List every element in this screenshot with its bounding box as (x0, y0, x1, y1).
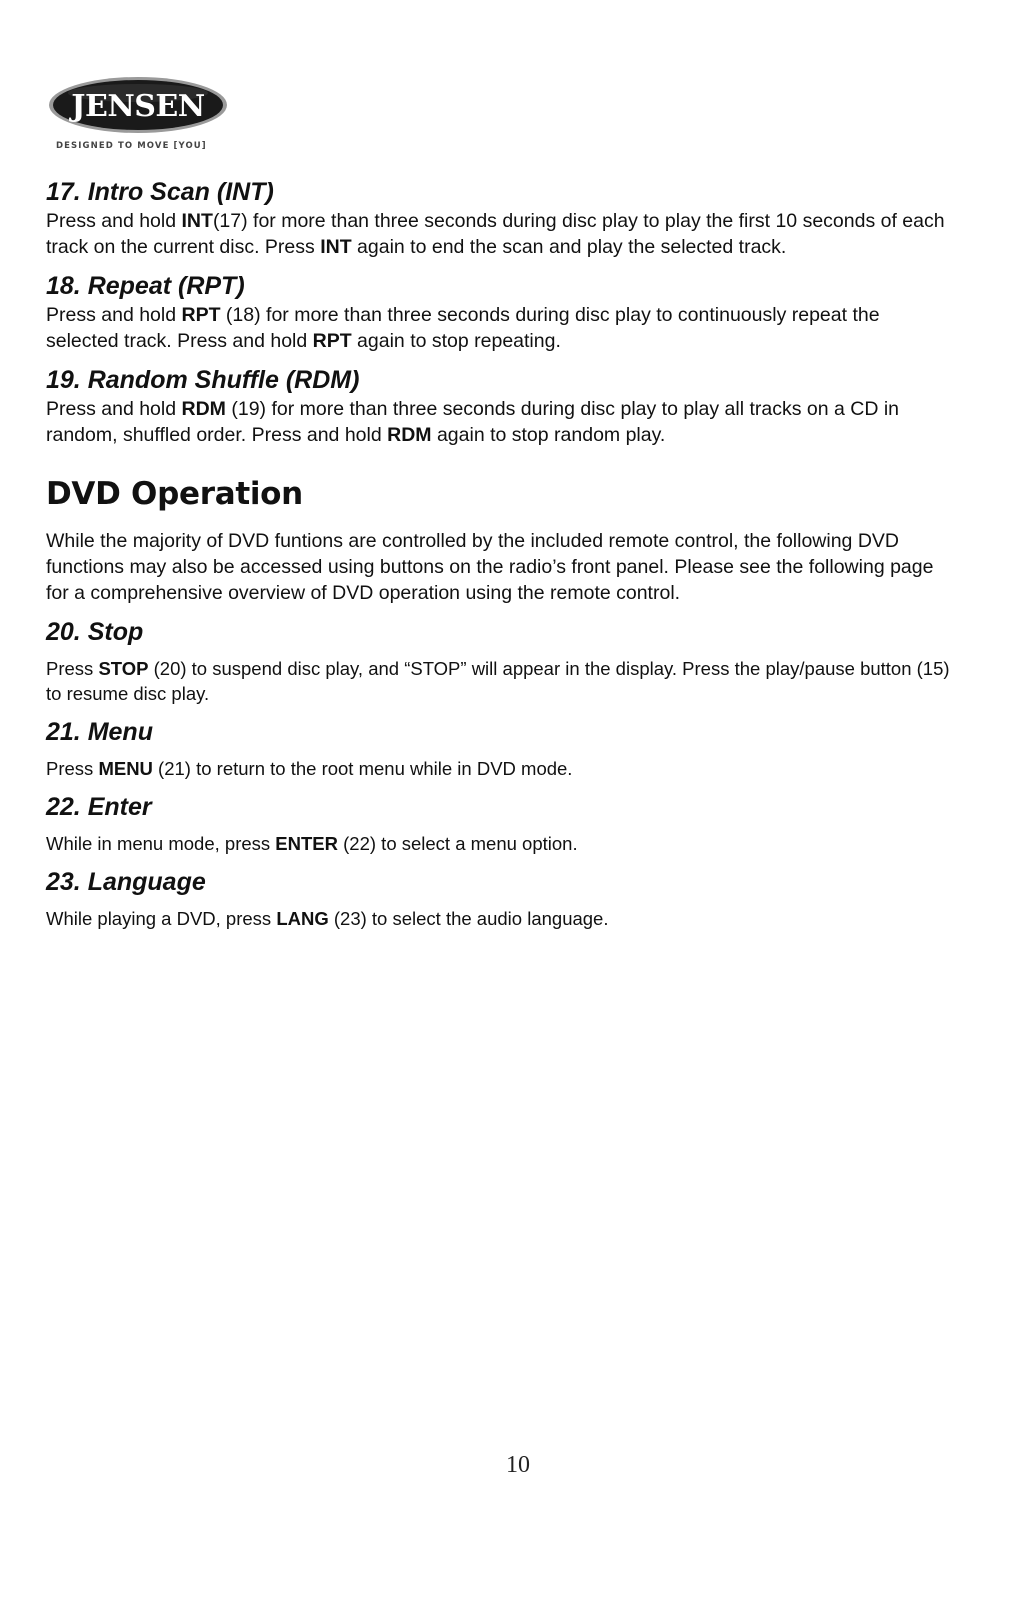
text-run: While in menu mode, press (46, 833, 276, 854)
bold-term: RDM (181, 398, 226, 420)
text-run: (17) for more than three seconds during disc play to play the first 10 seconds of each track on the current disc. Press (46, 210, 945, 258)
heading-menu: 21. Menu (46, 718, 153, 746)
text-run: Press and hold (46, 398, 182, 420)
section-language (46, 866, 956, 931)
heading-repeat: 18. Repeat (RPT) (46, 272, 245, 300)
section-random-shuffle (46, 364, 956, 448)
jensen-logo-oval-icon (48, 76, 228, 136)
text-run: Press and hold (46, 304, 182, 326)
heading-stop: 20. Stop (46, 618, 144, 646)
section-stop (46, 616, 956, 706)
heading-random-shuffle: 19. Random Shuffle (RDM) (46, 366, 360, 394)
bold-term: RDM (387, 424, 432, 446)
text-run: again to end the scan and play the selected track. (351, 236, 787, 258)
text-run: (21) to return to the root menu while in DVD mode. (152, 758, 573, 779)
bold-term: RPT (181, 304, 221, 326)
bold-term: ENTER (275, 833, 338, 854)
text-run: Press (46, 658, 99, 679)
text-run: (19) for more than three seconds during disc play to play all tracks on a CD in random, shuffled order. Press and hold (46, 398, 900, 446)
text-run: again to stop repeating. (351, 330, 561, 352)
text-run: (23) to select the audio language. (328, 908, 609, 929)
bold-term: LANG (276, 908, 329, 929)
bold-term: STOP (98, 658, 149, 679)
page-number: 10 (506, 1452, 530, 1478)
section-intro-scan (46, 176, 956, 260)
text-run: While playing a DVD, press (46, 908, 277, 929)
heading-dvd-operation: DVD Operation (46, 476, 303, 512)
paragraph-random-shuffle (46, 396, 956, 448)
text-run: (20) to suspend disc play, and “STOP” will appear in the display. Press the play/pause button (15) to resume disc play. (46, 658, 950, 704)
page-content (46, 176, 956, 931)
section-dvd-operation (46, 474, 956, 606)
bold-term: INT (320, 236, 352, 258)
bold-term: INT (181, 210, 213, 232)
paragraph-language (46, 906, 956, 931)
text-run: Press (46, 758, 99, 779)
paragraph-enter (46, 831, 956, 856)
bold-term: MENU (98, 758, 153, 779)
heading-intro-scan: 17. Intro Scan (INT) (46, 178, 274, 206)
paragraph-menu (46, 756, 956, 781)
paragraph-intro-scan (46, 208, 956, 260)
section-repeat (46, 270, 956, 354)
section-menu (46, 716, 956, 781)
paragraph-repeat (46, 302, 956, 354)
section-enter (46, 791, 956, 856)
logo-brand-text: JENSEN (71, 89, 205, 124)
logo-tagline: DESIGNED TO MOVE [YOU] (56, 141, 207, 151)
text-run: (18) for more than three seconds during disc play to continuously repeat the selected track. Press and hold (46, 304, 880, 352)
paragraph-stop (46, 656, 956, 706)
paragraph-dvd-intro: While the majority of DVD funtions are controlled by the included remote control, the following DVD functions may also be accessed using buttons on the radio’s front panel. Please see the following page for a comprehensive overview of DVD operation using the remote control. (46, 530, 934, 604)
heading-enter: 22. Enter (46, 793, 152, 821)
bold-term: RPT (312, 330, 352, 352)
text-run: Press and hold (46, 210, 182, 232)
text-run: again to stop random play. (431, 424, 666, 446)
heading-language: 23. Language (46, 868, 206, 896)
jensen-logo (48, 76, 228, 156)
text-run: (22) to select a menu option. (338, 833, 578, 854)
